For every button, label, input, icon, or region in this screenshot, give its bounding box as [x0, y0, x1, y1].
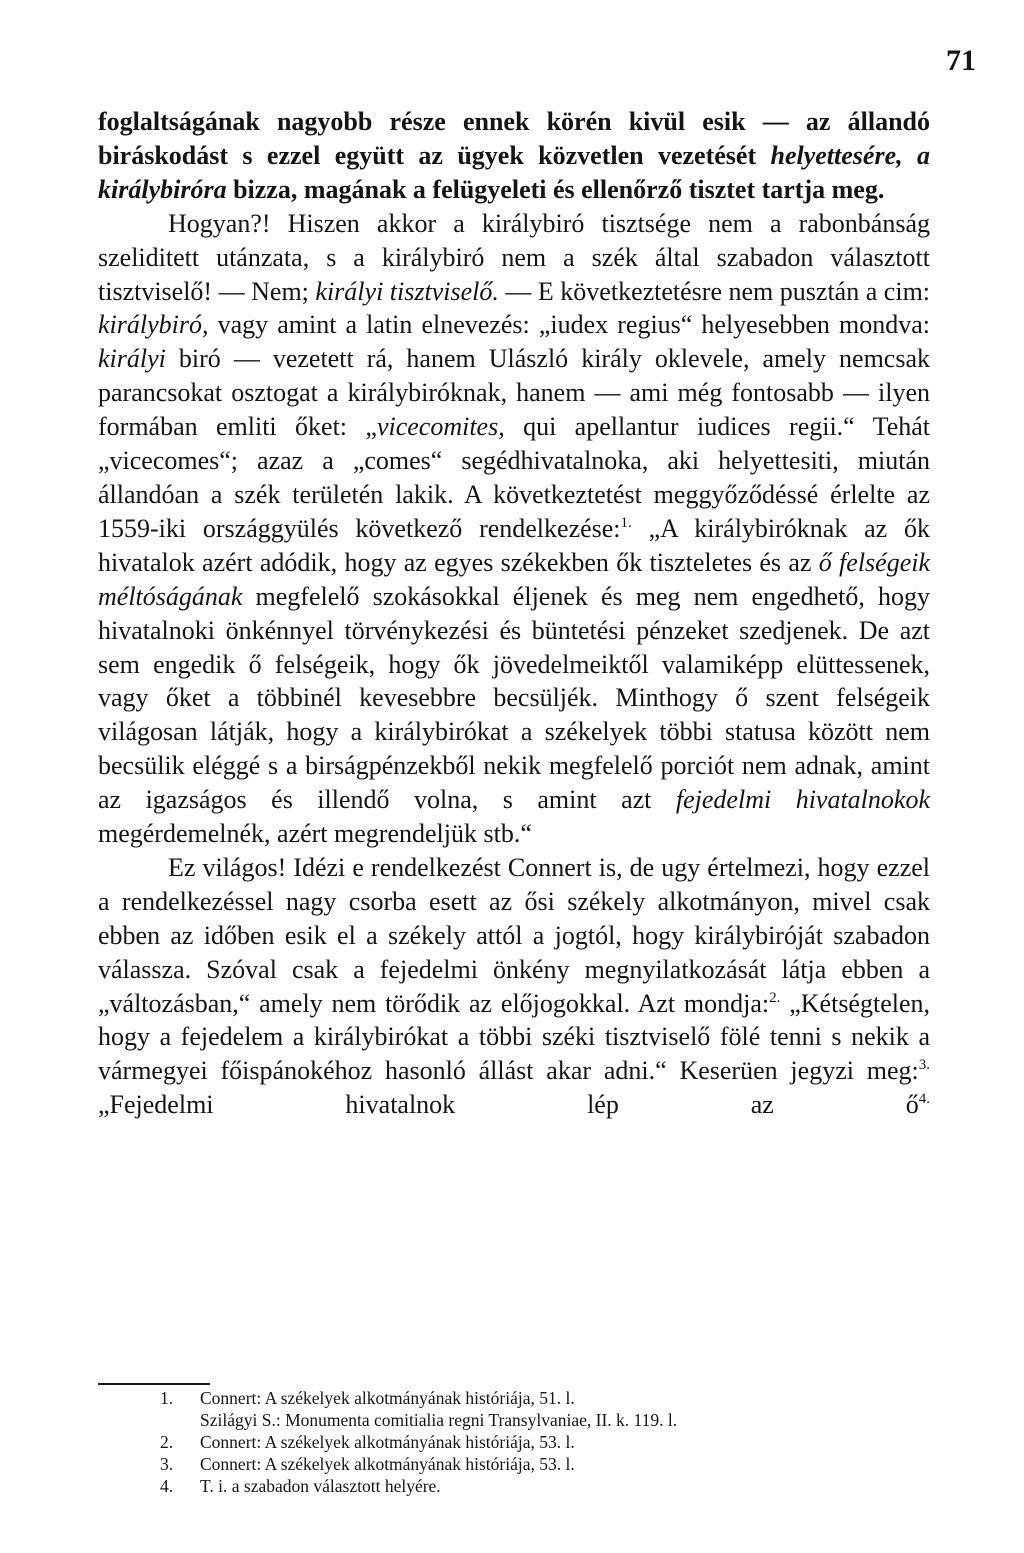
- footnote: [160, 1453, 950, 1475]
- text-run: Ez világos! Idézi e rendelkezést Connert is, de ugy értelmezi, hogy ezzel a rendelkezéssel nagy csorba esett az ősi székely alkotmányon, mivel csak ebben az időben esik el a székely attól a jogtól, hogy királybiróját szabadon válassza. Szóval csak a fejedelmi önkény megnyilatkozását látja ebben a „változásban,“ amely nem törődik az előjogokkal. Azt mondja:: [98, 852, 930, 1018]
- text-run: — E következtetésre nem pusztán a cim:: [498, 276, 931, 306]
- text-run: qui apellantur iudices regii.“ Tehát „vicecomes“; azaz a „comes“ segédhivatalnoka, aki helyettesiti, miután állandóan a szék területén lakik. A következtetést meggyőződéssé érlelte az 1559-iki országgyülés következő rendelkezése:: [98, 412, 930, 543]
- text-run: helyettesére, a királybiróra: [98, 140, 930, 204]
- footnote-ref: 1.: [620, 514, 632, 531]
- page-number: 71: [946, 44, 976, 77]
- text-run: királybiró,: [98, 310, 209, 340]
- footnote-text: Connert: A székelyek alkotmányának históriája, 53. l.: [200, 1454, 575, 1474]
- text-run: vagy amint a latin elnevezés: „iudex regius“ helyesebben mondva:: [208, 310, 930, 340]
- footnote: [160, 1387, 950, 1409]
- text-run: foglaltságának nagyobb része ennek körén kivül esik — az állandó biráskodást s ezzel együtt az ügyek közvetlen vezetését: [98, 107, 930, 170]
- footnotes: [160, 1387, 950, 1497]
- text-run: „Kétségtelen, hogy a fejedelem a királybirókat a többi széki tisztviselő fölé tenni s nekik a vármegyei főispánokéhoz hasonló állást akar adni.“ Keserüen jegyzi meg:: [98, 988, 930, 1086]
- paragraph: [98, 851, 930, 1156]
- text-run: fejedelmi hivatalnokok: [675, 785, 930, 815]
- footnote-number: 1.: [160, 1388, 174, 1408]
- footnote: [160, 1475, 950, 1497]
- footnote-text: T. i. a szabadon választott helyére.: [200, 1476, 441, 1496]
- text-run: Hogyan?! Hiszen akkor a királybiró tisztsége nem a rabonbánság szeliditett utánzata, s a királybiró nem a szék által szabadon választott tisztviselő! — Nem;: [98, 208, 930, 306]
- footnote-ref: 3.: [918, 1057, 930, 1074]
- text-run: biró — vezetett rá, hanem Ulászló király oklevele, amely nemcsak parancsokat osztogat a királybiróknak, hanem — ami még fontosabb — ilyen formában emliti őket: „: [98, 344, 930, 442]
- text-run: vicecomites,: [376, 412, 505, 442]
- text-run: királyi: [98, 344, 166, 374]
- footnote-text: Szilágyi S.: Monumenta comitialia regni Transylvaniae, II. k. 119. l.: [200, 1410, 678, 1430]
- footnote-ref: 2.: [769, 989, 781, 1006]
- footnote-number: 4.: [160, 1476, 174, 1496]
- footnote-ref: 4.: [918, 1091, 930, 1108]
- footnote-number: [160, 1409, 200, 1431]
- paragraph: [98, 105, 930, 207]
- footnote-text: Connert: A székelyek alkotmányának históriája, 51. l.: [200, 1388, 575, 1408]
- footnote-number: 3.: [160, 1454, 174, 1474]
- text-run: megfelelő szokásokkal éljenek és meg nem engedhető, hogy hivatalnoki önkénnyel törvénykezési és büntetési pénzeket szedjenek. De azt sem engedik ő felségeik, hogy ők jövedelmeiktől valamiképp elüttessenek, vagy őket a többinél kevesebbre becsüljék. Minthogy ő szent felségeik világosan látják, hogy a királybirókat a székelyek többi statusa között nem becsülik eléggé s a birságpénzekből nekik megfelelő porciót nem adnak, amint az igazságos és illendő volna, s amint azt: [98, 581, 930, 815]
- body-text: [98, 105, 930, 1156]
- text-run: „Fejedelmi hivatalnok lép az ő: [98, 1090, 919, 1120]
- footnote-separator: [98, 1383, 210, 1385]
- text-run: ő felségeik méltóságának: [98, 547, 931, 611]
- text-run: megérdemelnék, azért megrendeljük stb.“: [98, 819, 532, 849]
- footnote: [160, 1431, 950, 1453]
- text-run: „A királybiróknak az ők hivatalok azért adódik, hogy az egyes székekben ők tiszteletes és az: [98, 513, 931, 577]
- paragraph: [98, 207, 930, 851]
- footnote-text: Connert: A székelyek alkotmányának históriája, 53. l.: [200, 1432, 575, 1452]
- text-run: királyi tisztviselő.: [315, 276, 499, 306]
- text-run: bizza, magának a felügyeleti és ellenőrző tisztet tartja meg.: [226, 174, 885, 204]
- footnote: [160, 1409, 950, 1431]
- footnote-number: 2.: [160, 1432, 174, 1452]
